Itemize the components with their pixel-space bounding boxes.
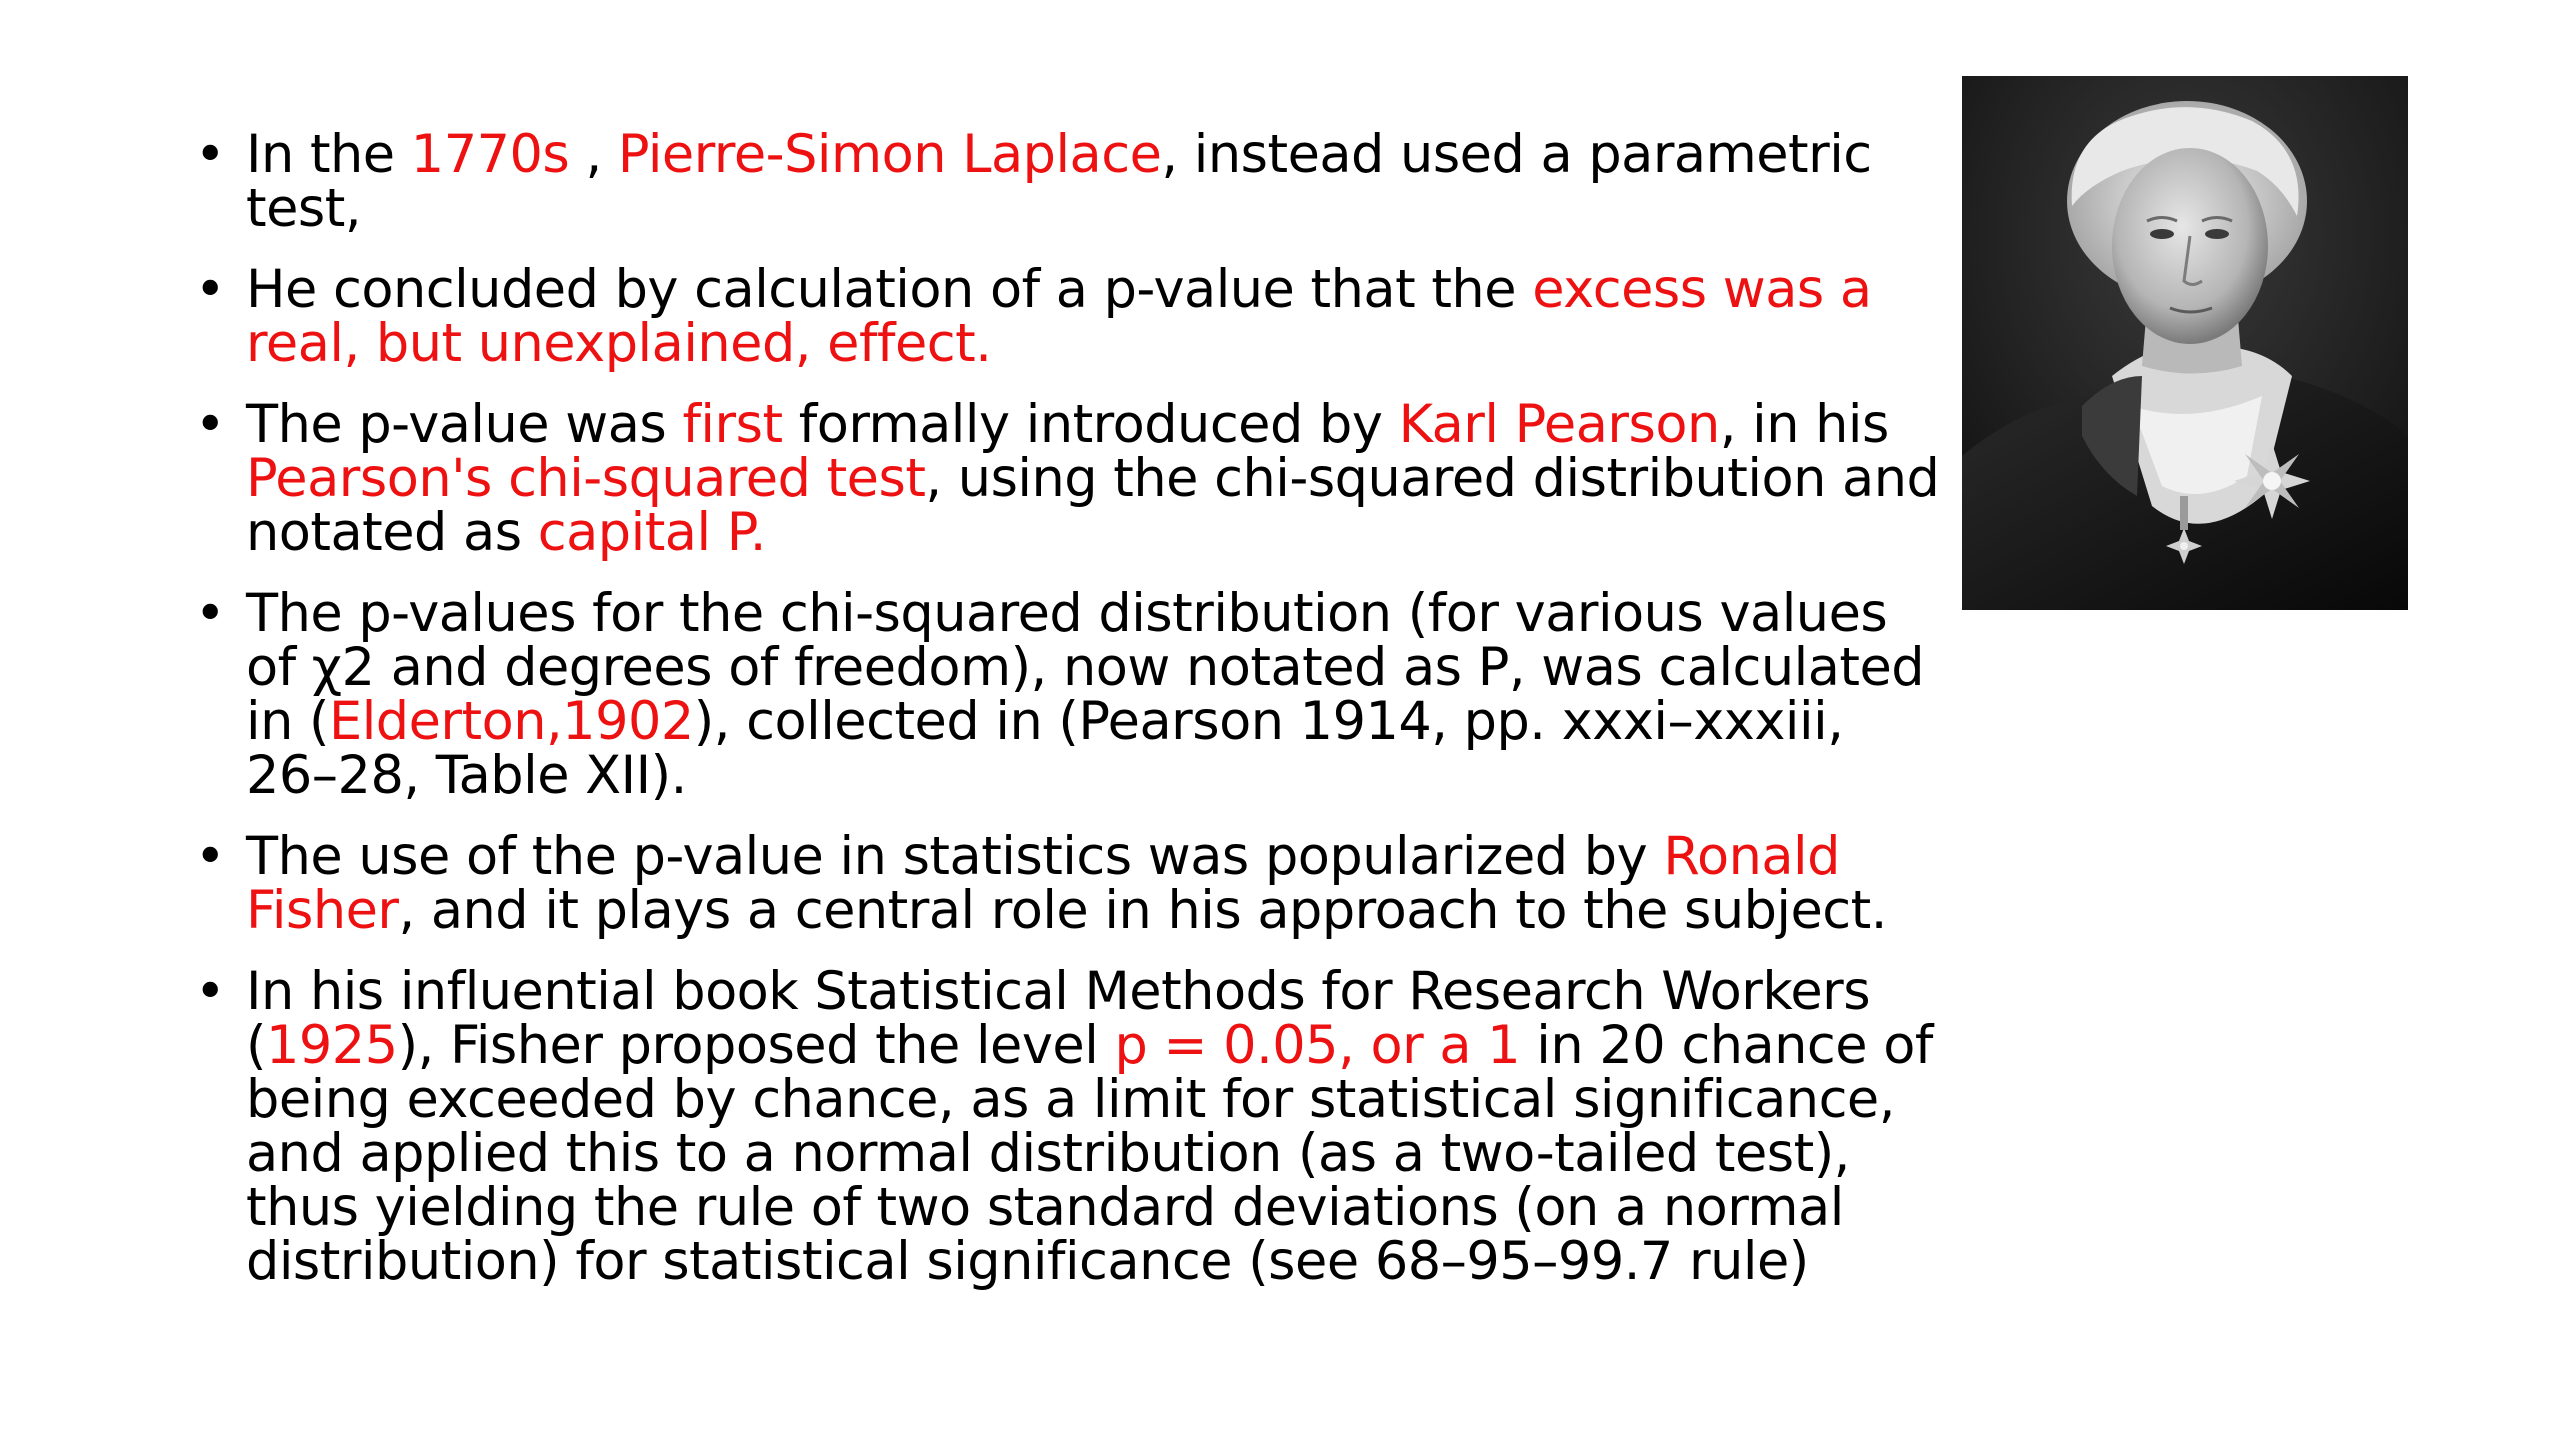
highlighted-text: first bbox=[682, 394, 783, 455]
highlighted-text: Pearson's chi-squared test bbox=[246, 448, 926, 509]
bullet-text bbox=[246, 259, 1872, 374]
highlighted-text: Pierre-Simon Laplace bbox=[617, 124, 1162, 185]
body-text: ), Fisher proposed the level bbox=[397, 1015, 1115, 1076]
body-text: , bbox=[569, 124, 618, 185]
bullet-item bbox=[190, 394, 1950, 563]
highlighted-text: p = 0.05, or a 1 bbox=[1114, 1015, 1521, 1076]
body-text: The p-values for the chi-squared distribution (for various values of χ2 and degrees of freedom), now notated as P, was calculated in ( bbox=[246, 583, 1925, 752]
body-text: He concluded by calculation of a p-value that the bbox=[246, 259, 1533, 320]
body-text: , using the chi-squared distribution and notated as bbox=[246, 448, 1940, 563]
body-text: , in his bbox=[1719, 394, 1889, 455]
bullet-text bbox=[246, 583, 1924, 806]
bullet-marker: • bbox=[194, 124, 226, 185]
body-text: formally introduced by bbox=[782, 394, 1399, 455]
portrait-illustration bbox=[1962, 76, 2408, 610]
bullet-marker: • bbox=[194, 259, 226, 320]
body-text: In the bbox=[246, 124, 411, 185]
highlighted-text: Karl Pearson bbox=[1398, 394, 1720, 455]
bullet-marker: • bbox=[194, 394, 226, 455]
bullet-item bbox=[190, 124, 1950, 239]
bullet-text bbox=[246, 124, 1872, 239]
highlighted-text: 1770s bbox=[410, 124, 570, 185]
bullet-item bbox=[190, 961, 1950, 1292]
highlighted-text: 1925 bbox=[265, 1015, 398, 1076]
body-text: The use of the p-value in statistics was popularized by bbox=[246, 826, 1664, 887]
highlighted-text: Ronald Fisher bbox=[246, 826, 1840, 941]
body-text: in 20 chance of being exceeded by chance, as a limit for statistical significance, and applied this to a normal distribution (as a two-tailed test), thus yielding the rule of two standard deviations (on a normal distribution) for statistical significance (see 68–95–99.7 rule) bbox=[246, 1015, 1933, 1292]
highlighted-text: capital P. bbox=[537, 502, 766, 563]
body-text: , instead used a parametric test, bbox=[246, 124, 1872, 239]
bullet-text bbox=[246, 394, 1939, 563]
bullet-marker: • bbox=[194, 583, 226, 644]
bullet-item bbox=[190, 583, 1950, 806]
bullet-text bbox=[246, 961, 1933, 1292]
body-text: The p-value was bbox=[246, 394, 683, 455]
body-text: , and it plays a central role in his approach to the subject. bbox=[398, 880, 1887, 941]
bullet-item bbox=[190, 259, 1950, 374]
bullet-marker: • bbox=[194, 826, 226, 887]
body-text: ), collected in (Pearson 1914, pp. xxxi–xxxiii, 26–28, Table XII). bbox=[246, 691, 1844, 806]
bullet-item bbox=[190, 826, 1950, 941]
bullet-list bbox=[190, 124, 1950, 1316]
body-text: In his influential book Statistical Methods for Research Workers ( bbox=[246, 961, 1871, 1076]
bullet-marker: • bbox=[194, 961, 226, 1022]
highlighted-text: Elderton,1902 bbox=[329, 691, 694, 752]
laplace-portrait bbox=[1962, 76, 2408, 610]
highlighted-text: excess was a real, but unexplained, effect. bbox=[246, 259, 1872, 374]
bullet-text bbox=[246, 826, 1887, 941]
